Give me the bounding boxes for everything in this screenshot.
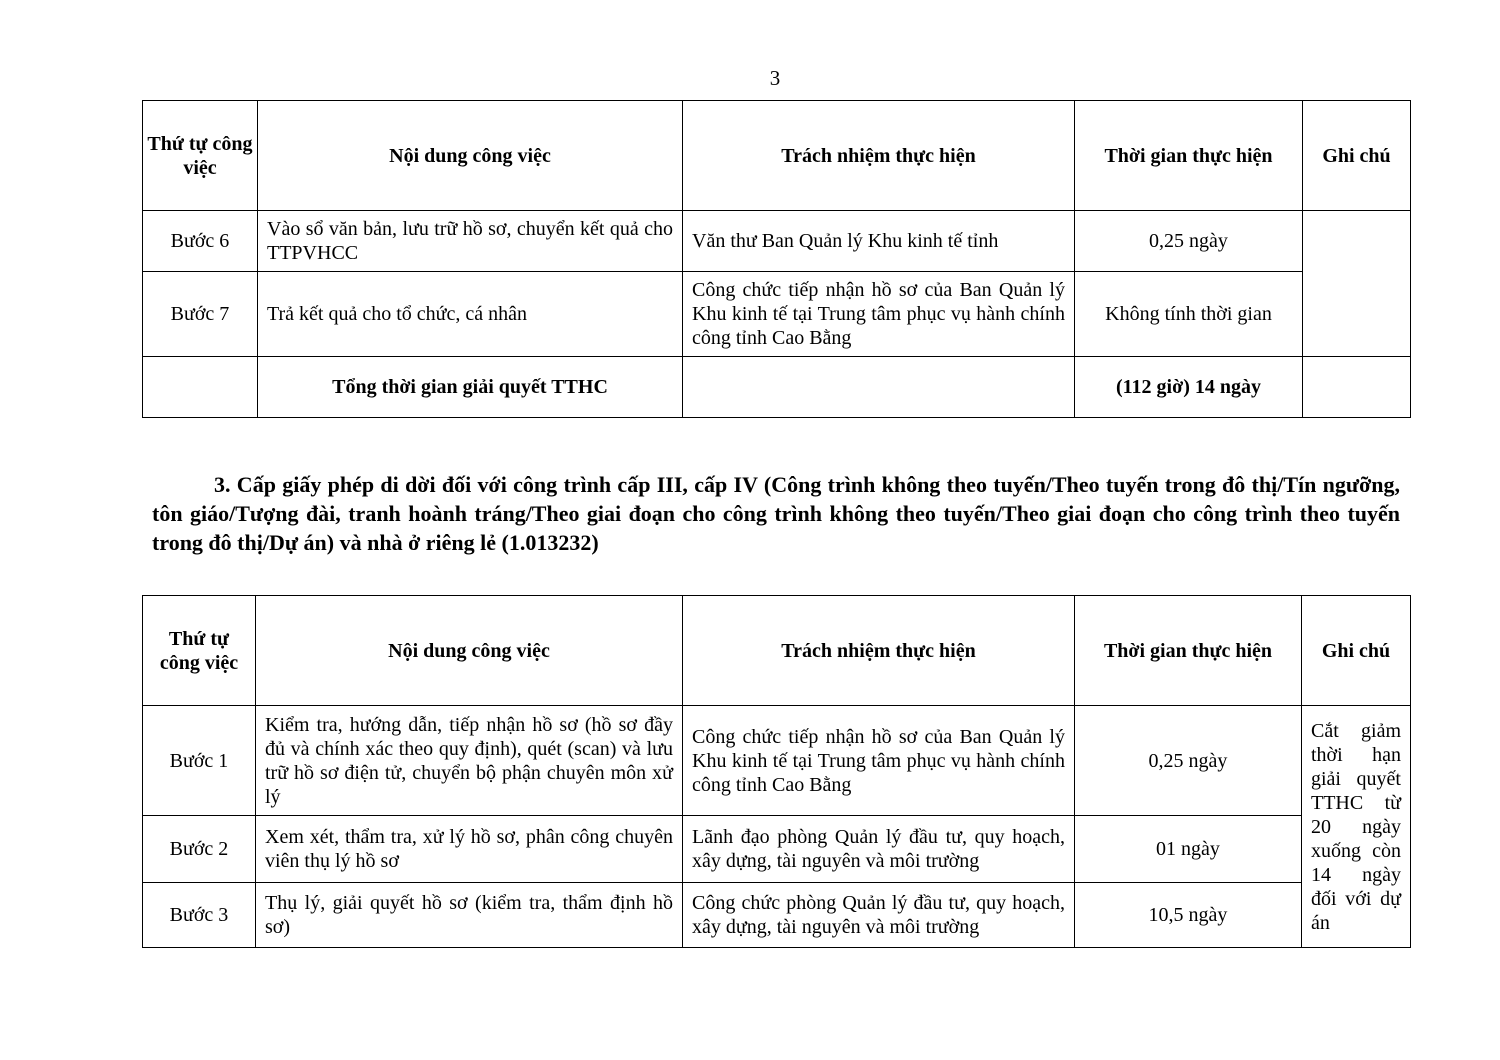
time-cell: 0,25 ngày — [1075, 211, 1303, 272]
content-cell: Thụ lý, giải quyết hồ sơ (kiểm tra, thẩm định hồ sơ) — [256, 883, 683, 948]
responsibility-cell: Văn thư Ban Quản lý Khu kinh tế tỉnh — [683, 211, 1075, 272]
table-row — [143, 883, 1411, 948]
empty-cell — [143, 357, 258, 418]
procedure-table-2 — [142, 595, 1411, 948]
procedure-table-1 — [142, 100, 1411, 418]
total-label: Tổng thời gian giải quyết TTHC — [258, 357, 683, 418]
header-responsibility: Trách nhiệm thực hiện — [683, 596, 1075, 706]
header-responsibility: Trách nhiệm thực hiện — [683, 101, 1075, 211]
header-content: Nội dung công việc — [258, 101, 683, 211]
step-cell: Bước 1 — [143, 706, 256, 816]
header-content: Nội dung công việc — [256, 596, 683, 706]
time-cell: 10,5 ngày — [1075, 883, 1302, 948]
responsibility-cell: Công chức tiếp nhận hồ sơ của Ban Quản lý Khu kinh tế tại Trung tâm phục vụ hành chính công tỉnh Cao Bằng — [683, 272, 1075, 357]
responsibility-cell: Công chức tiếp nhận hồ sơ của Ban Quản lý Khu kinh tế tại Trung tâm phục vụ hành chính công tỉnh Cao Bằng — [683, 706, 1075, 816]
table-row — [143, 706, 1411, 816]
note-cell — [1303, 211, 1411, 357]
empty-cell — [1303, 357, 1411, 418]
total-time: (112 giờ) 14 ngày — [1075, 357, 1303, 418]
step-cell: Bước 2 — [143, 816, 256, 883]
content-cell: Xem xét, thẩm tra, xử lý hồ sơ, phân công chuyên viên thụ lý hồ sơ — [256, 816, 683, 883]
table-row — [143, 211, 1411, 272]
header-order: Thứ tự công việc — [143, 101, 258, 211]
step-cell: Bước 7 — [143, 272, 258, 357]
total-row — [143, 357, 1411, 418]
time-cell: 01 ngày — [1075, 816, 1302, 883]
header-time: Thời gian thực hiện — [1075, 101, 1303, 211]
content-cell: Vào sổ văn bản, lưu trữ hồ sơ, chuyển kết quả cho TTPVHCC — [258, 211, 683, 272]
content-cell: Trả kết quả cho tổ chức, cá nhân — [258, 272, 683, 357]
table-row — [143, 272, 1411, 357]
table-row — [143, 816, 1411, 883]
header-note: Ghi chú — [1302, 596, 1411, 706]
time-cell: Không tính thời gian — [1075, 272, 1303, 357]
step-cell: Bước 3 — [143, 883, 256, 948]
note-cell: Cắt giảm thời hạn giải quyết TTHC từ 20 ngày xuống còn 14 ngày đối với dự án — [1302, 706, 1411, 948]
header-time: Thời gian thực hiện — [1075, 596, 1302, 706]
step-cell: Bước 6 — [143, 211, 258, 272]
responsibility-cell: Lãnh đạo phòng Quản lý đầu tư, quy hoạch, xây dựng, tài nguyên và môi trường — [683, 816, 1075, 883]
time-cell: 0,25 ngày — [1075, 706, 1302, 816]
section-3-heading: 3. Cấp giấy phép di dời đối với công trình cấp III, cấp IV (Công trình không theo tuyến/Theo tuyến trong đô thị/Tín ngưỡng, tôn giáo/Tượng đài, tranh hoành tráng/Theo giai đoạn cho công trình không theo tuyến/Theo giai đoạn cho công trình theo tuyến trong đô thị/Dự án) và nhà ở riêng lẻ (1.013232) — [152, 472, 1400, 555]
empty-cell — [683, 357, 1075, 418]
header-order: Thứ tự công việc — [143, 596, 256, 706]
table-header-row — [143, 101, 1411, 211]
table-header-row — [143, 596, 1411, 706]
page-number: 3 — [769, 66, 781, 90]
content-cell: Kiểm tra, hướng dẫn, tiếp nhận hồ sơ (hồ sơ đầy đủ và chính xác theo quy định), quét (scan) và lưu trữ hồ sơ điện tử, chuyển bộ phận chuyên môn xử lý — [256, 706, 683, 816]
responsibility-cell: Công chức phòng Quản lý đầu tư, quy hoạch, xây dựng, tài nguyên và môi trường — [683, 883, 1075, 948]
header-note: Ghi chú — [1303, 101, 1411, 211]
